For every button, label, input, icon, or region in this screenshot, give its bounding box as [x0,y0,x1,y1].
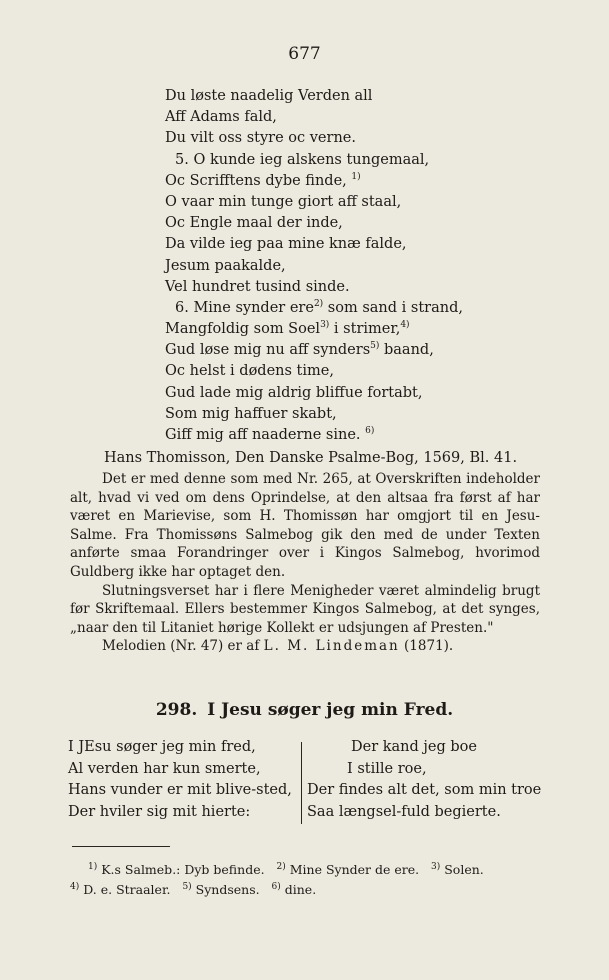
poem-line: Oc Scrifftens dybe finde, $^{1)}$ [165,171,361,189]
poem-line: Oc Engle maal der inde, [165,215,343,232]
verse-right-column [307,737,547,823]
poem-line: Vel hundret tusind sinde. [165,278,350,295]
commentary-paragraph: Slutningsverset har i flere Menigheder været almindelig brugt før Skriftemaal. Ellers bestemmer Kingos Salmebog, at det synges, „naar den til Litaniet hørige Kollekt er udsjungen af Presten." [70,582,540,636]
poem-stanzas [165,86,585,446]
poem-line: Som mig haffuer skabt, [165,405,337,422]
poem-line: O vaar min tunge giort aff staal, [165,193,402,210]
hymn-number: 298. [155,700,198,720]
poem-line: Du løste naadelig Verden all [165,88,373,104]
melody-note: Melodien (Nr. 47) er af L. M. Lindeman (1871). [102,638,454,655]
poem-line: Gud løse mig nu aff synders$^{5)}$ baand, [165,341,434,359]
poem-line: 5. O kunde ieg alskens tungemaal, [175,151,430,168]
verse-line: Der hviler sig mit hierte: [68,803,251,820]
poem-line: Jesum paakalde, [165,257,286,274]
footnote-rule [72,846,170,847]
page-number: 677 [288,44,321,64]
verse-line: Al verden har kun smerte, [68,760,261,777]
verse-line: Der findes alt det, som min troe [307,782,542,798]
source-citation: Hans Thomisson, Den Danske Psalme-Bog, 1569, Bl. 41. [104,450,518,466]
footnote-ref: 6) [365,426,375,437]
verse-line: Saa længsel-fuld begierte. [307,803,501,820]
commentary [70,470,540,656]
footnote-ref: 2) [313,299,324,310]
footnote-ref: 3) [320,320,330,331]
composer-name: L. M. Lindeman [263,638,400,655]
poem-line: 6. Mine synder ere$^{2)}$ som sand i strand, [175,299,463,316]
footnote-ref: 1) [351,171,361,182]
poem-line: Oc helst i dødens time, [165,363,334,380]
poem-line: Giff mig aff naaderne sine. $^{6)}$ [165,426,375,443]
poem-line: Da vilde ieg paa mine knæ falde, [165,236,407,253]
footnote-ref: 5) [370,341,380,352]
verse-left-column [68,737,298,823]
verse-line: Der kand jeg boe [351,739,477,755]
footnote-row: $^{1)}$ K.s Salmeb.: Dyb befinde. $^{2)}$ Mine Synder de ere. $^{3)}$ Solen. [88,861,484,877]
footnote-row: $^{4)}$ D. e. Straaler. $^{5)}$ Syndsens. $^{6)}$ dine. [70,881,317,897]
footnote-ref: 4) [400,320,410,331]
verse-line: Hans vunder er mit blive-sted, [68,782,292,798]
verse-line: I stille roe, [347,760,427,777]
poem-line: Du vilt oss styre oc verne. [165,130,356,147]
column-divider [301,742,302,824]
verse-line: I JEsu søger jeg min fred, [68,739,256,755]
hymn-heading [0,700,609,720]
poem-line: Mangfoldig som Soel$^{3)}$ i strimer,$^{4)}$ [165,320,410,338]
footnotes [70,860,540,900]
hymn-title: I Jesu søger jeg min Fred. [207,700,454,720]
commentary-paragraph: Det er med denne som med Nr. 265, at Overskriften indeholder alt, hvad vi ved om dens Oprindelse, at den altsaa fra først af har været en Marievise, som H. Thomissøn har omgjort til en Jesu-Salme. Fra Thomissøns Salmebog gik den med de under Texten anførte smaa Forandringer over i Kingos Salmebog, hvorimod Guldberg ikke har optaget den. [70,471,540,580]
poem-line: Aff Adams fald, [165,109,277,126]
poem-line: Gud lade mig aldrig bliffue fortabt, [165,384,423,401]
